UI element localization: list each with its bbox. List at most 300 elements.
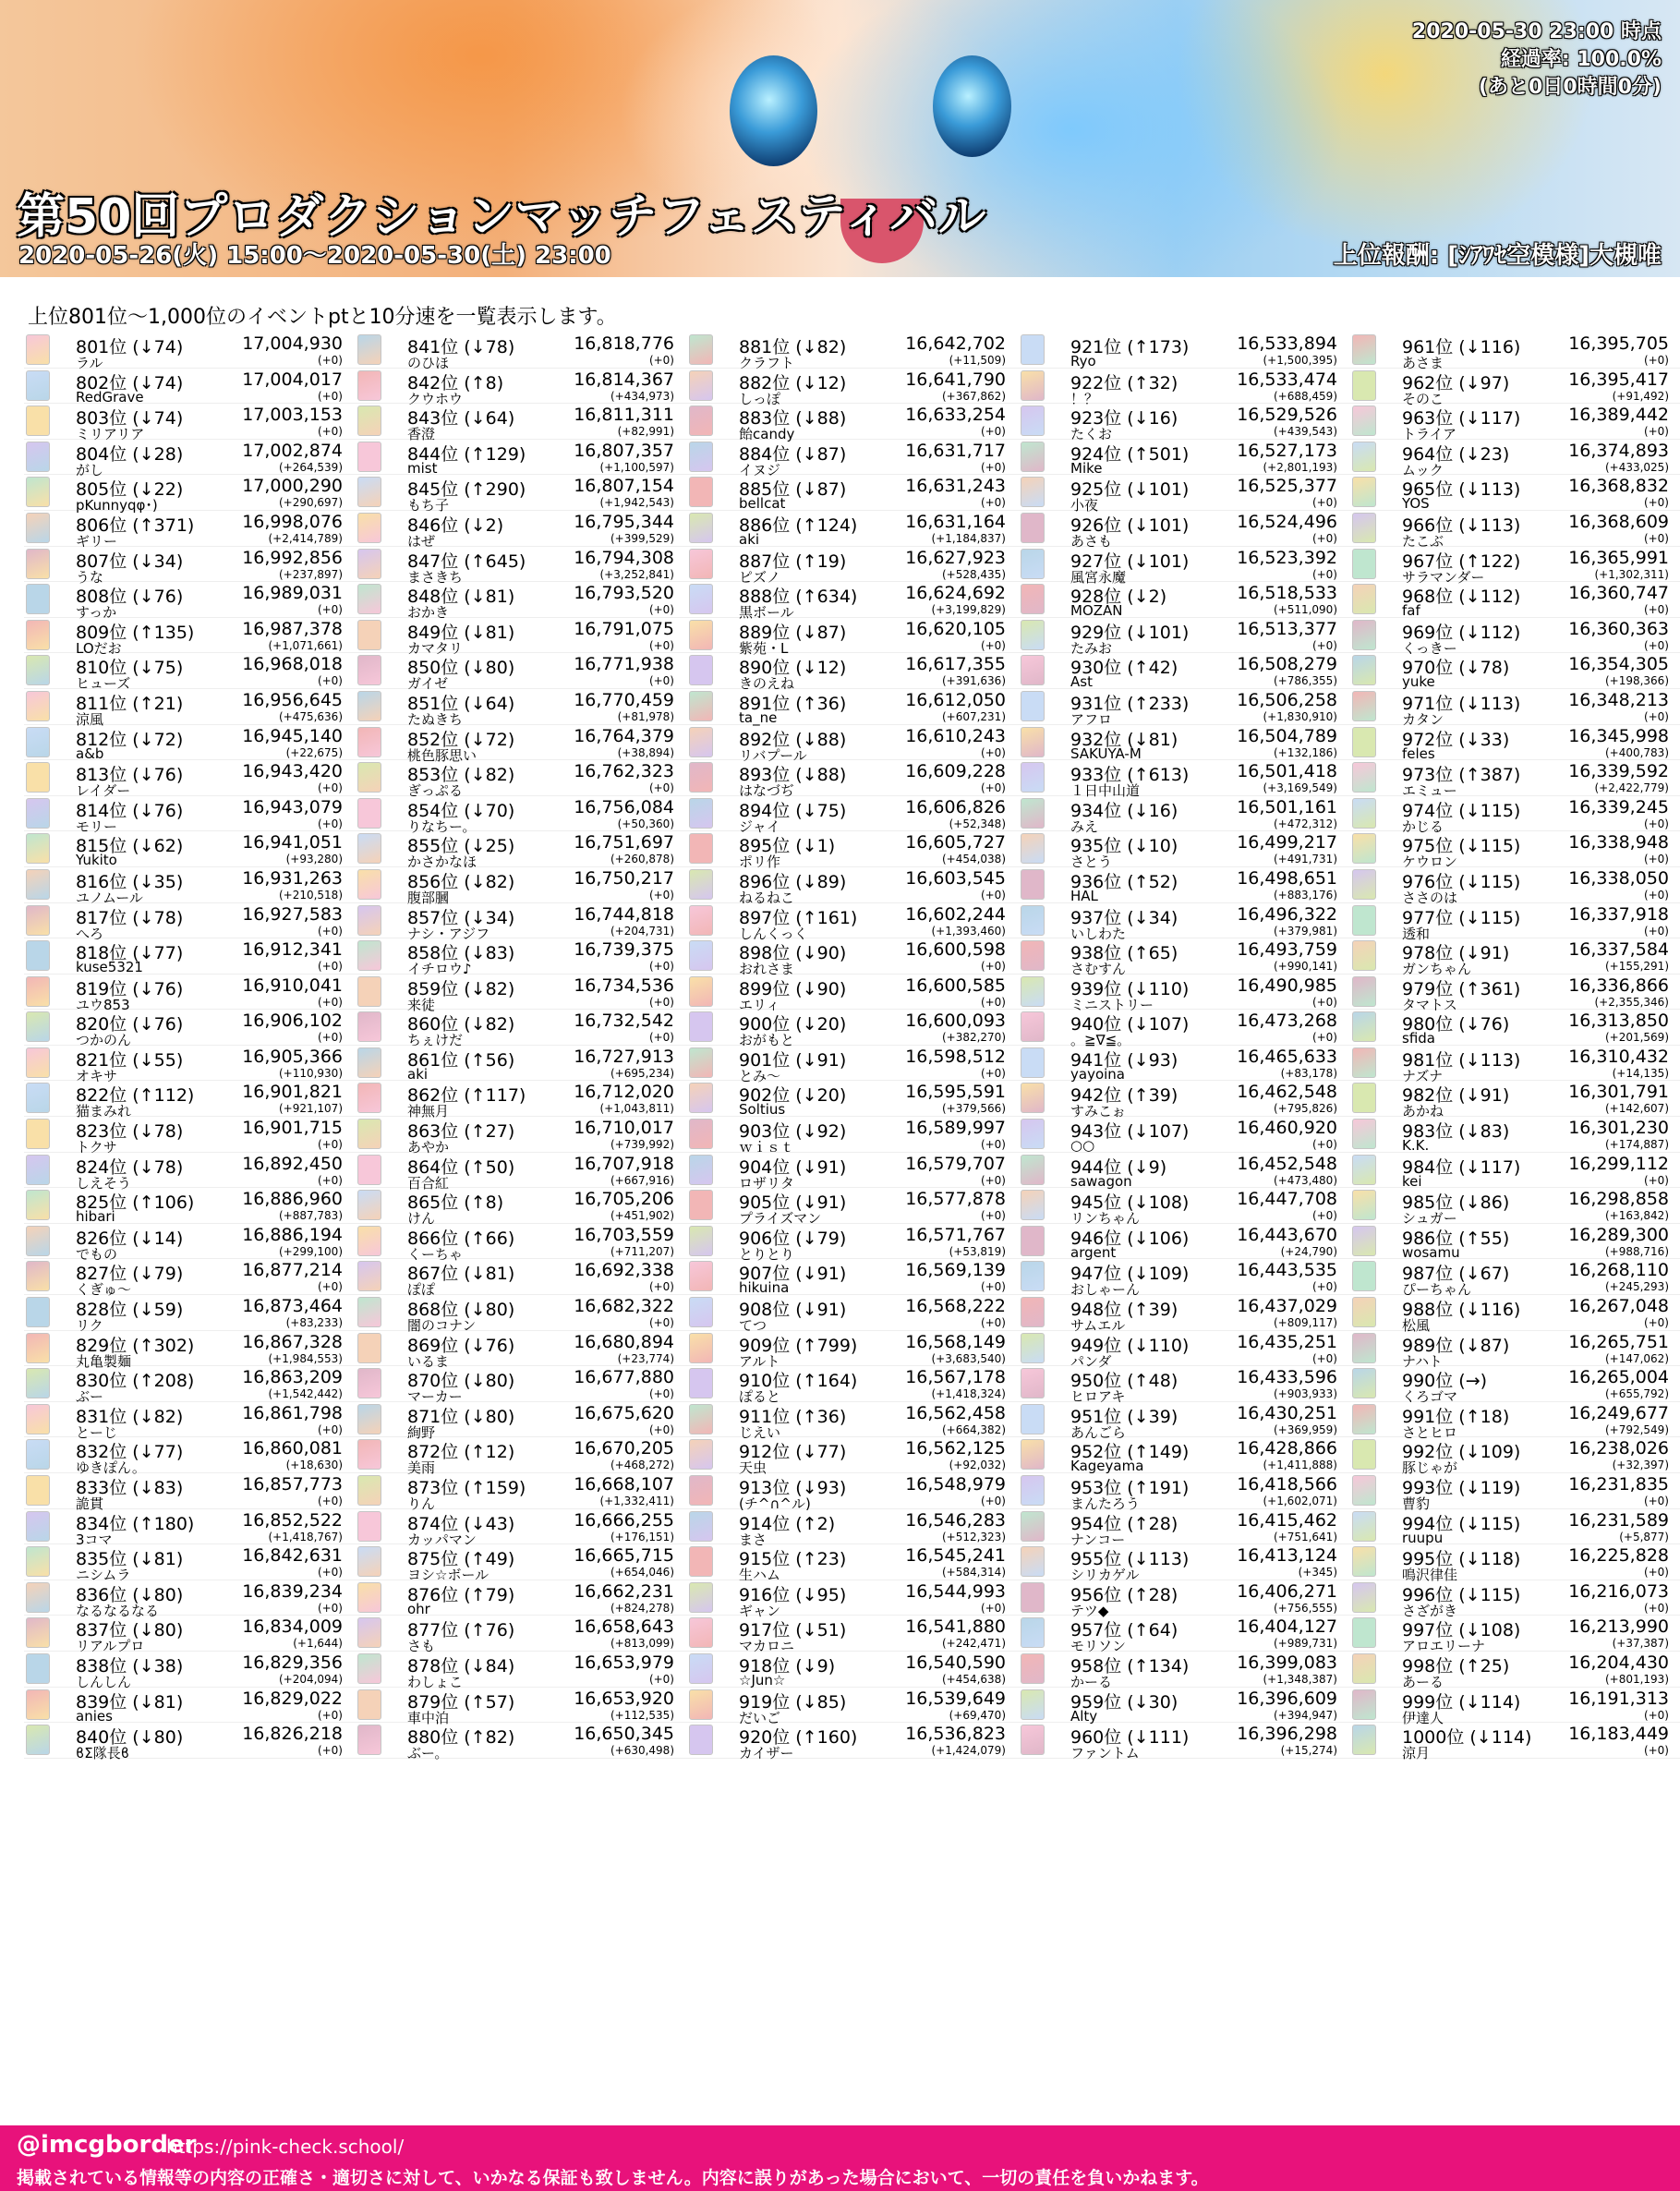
ranking-entry [356, 1259, 687, 1299]
rank-label: 965位 (↓113) [1402, 479, 1521, 501]
ranking-entry [356, 1366, 687, 1406]
ranking-entry [687, 1295, 1019, 1335]
player-name: みえ [1070, 817, 1099, 835]
avatar-icon [689, 1297, 713, 1327]
rank-label: 930位 (↑42) [1070, 658, 1178, 679]
ten-minute-speed: (+451,902) [610, 1209, 674, 1223]
avatar-icon [357, 1047, 381, 1078]
event-points: 16,794,308 [574, 547, 674, 568]
event-points: 16,567,178 [905, 1367, 1006, 1388]
rank-label: 926位 (↓101) [1070, 514, 1190, 536]
avatar-icon [357, 1368, 381, 1398]
rank-label: 817位 (↓78) [76, 907, 184, 928]
ten-minute-speed: (+439,543) [1273, 425, 1337, 439]
event-points: 16,600,598 [905, 939, 1006, 961]
event-points: 16,642,702 [905, 333, 1006, 354]
event-points: 16,231,835 [1568, 1474, 1669, 1495]
ten-minute-speed: (+91,492) [1612, 389, 1669, 403]
event-points: 16,666,255 [574, 1509, 674, 1531]
ranking-entry [687, 1259, 1019, 1295]
ranking-entry [24, 1153, 356, 1192]
rank-label: 847位 (↑645) [407, 551, 526, 572]
ten-minute-speed: (+1,184,837) [931, 531, 1006, 545]
twitter-handle[interactable]: @imcgborder [17, 2131, 197, 2159]
avatar-icon [1021, 1333, 1045, 1363]
event-points: 16,562,125 [905, 1438, 1006, 1459]
rank-label: 879位 (↑57) [407, 1691, 515, 1713]
rank-label: 886位 (↑124) [739, 514, 858, 536]
player-name: ナズナ [1402, 1067, 1444, 1084]
ranking-entry [356, 1437, 687, 1477]
avatar-icon [1352, 477, 1376, 507]
event-points: 16,912,341 [242, 939, 343, 961]
ranking-entry [1019, 903, 1350, 942]
player-name: ゆきぽん。 [76, 1459, 146, 1477]
ten-minute-speed: (+0) [648, 1031, 674, 1045]
player-name: 猫まみれ [76, 1103, 132, 1120]
event-points: 16,680,894 [574, 1331, 674, 1352]
player-name: ナハト [1402, 1352, 1443, 1370]
rank-label: 868位 (↓80) [407, 1300, 515, 1321]
ranking-entry [24, 511, 356, 550]
ten-minute-speed: (+0) [317, 1601, 343, 1615]
event-points: 16,354,305 [1568, 654, 1669, 675]
event-points: 16,829,022 [242, 1688, 343, 1709]
player-name: のひほ [407, 355, 450, 371]
player-name: まさきち [407, 568, 464, 586]
ten-minute-speed: (+0) [980, 1138, 1006, 1152]
player-name: Mike [1070, 459, 1103, 477]
player-name: 黒ボール [739, 604, 794, 622]
avatar-icon [26, 1582, 50, 1613]
player-name: サムエル [1070, 1317, 1126, 1335]
ten-minute-speed: (+163,842) [1604, 1209, 1669, 1223]
ranking-entry [687, 1616, 1019, 1655]
player-name: ぴーちゃん [1402, 1281, 1472, 1299]
player-name: シュガー [1402, 1210, 1457, 1228]
event-points: 16,682,322 [574, 1296, 674, 1317]
event-points: 16,289,300 [1568, 1224, 1669, 1245]
event-points: 16,734,536 [574, 974, 674, 996]
ranking-entry [1350, 1117, 1680, 1153]
ranking-entry [687, 1046, 1019, 1082]
event-points: 16,524,496 [1237, 511, 1337, 532]
ranking-entry [1350, 1188, 1680, 1228]
event-points: 17,004,017 [242, 369, 343, 390]
ranking-entry [687, 1224, 1019, 1263]
player-name: wosamu [1402, 1243, 1460, 1261]
rank-label: 981位 (↓113) [1402, 1049, 1521, 1071]
ten-minute-speed: (+0) [1311, 496, 1337, 510]
avatar-icon [357, 1475, 381, 1506]
ten-minute-speed: (+0) [648, 960, 674, 974]
avatar-icon [689, 762, 713, 793]
avatar-icon [1021, 1511, 1045, 1542]
player-name: エリィ [739, 996, 780, 1013]
rank-label: 978位 (↓91) [1402, 943, 1510, 964]
avatar-icon [1352, 1297, 1376, 1327]
rank-label: 871位 (↓80) [407, 1406, 515, 1427]
player-name: ｗｉｓｔ [739, 1139, 795, 1156]
ten-minute-speed: (+468,272) [610, 1459, 674, 1472]
status-progress: 経過率: 100.0% [1500, 48, 1662, 71]
event-points: 16,360,363 [1568, 618, 1669, 639]
event-points: 16,501,161 [1237, 796, 1337, 817]
ten-minute-speed: (+345) [1298, 1566, 1337, 1580]
player-name: とーじ [76, 1423, 118, 1441]
ten-minute-speed: (+0) [1643, 1708, 1669, 1722]
event-points: 16,437,029 [1237, 1296, 1337, 1317]
rank-label: 880位 (↑82) [407, 1727, 515, 1749]
rank-label: 955位 (↓113) [1070, 1549, 1190, 1570]
avatar-icon [26, 976, 50, 1007]
rank-label: 990位 (→) [1402, 1371, 1488, 1392]
avatar-icon [1352, 334, 1376, 365]
event-points: 16,756,084 [574, 796, 674, 817]
ranking-entry [687, 1437, 1019, 1477]
rank-label: 970位 (↓78) [1402, 658, 1510, 679]
rank-label: 911位 (↑36) [739, 1406, 847, 1427]
ten-minute-speed: (+0) [1311, 638, 1337, 652]
ten-minute-speed: (+0) [317, 1031, 343, 1045]
ten-minute-speed: (+887,783) [278, 1209, 343, 1223]
avatar-icon [1021, 1689, 1045, 1720]
event-points: 16,610,243 [905, 725, 1006, 746]
rank-label: 860位 (↓82) [407, 1014, 515, 1035]
ranking-entry [687, 1402, 1019, 1441]
player-name: ta_ne [739, 708, 778, 726]
event-points: 16,624,692 [905, 583, 1006, 604]
ranking-entry [356, 1295, 687, 1335]
rank-label: 942位 (↑39) [1070, 1085, 1178, 1107]
event-points: 16,541,880 [905, 1616, 1006, 1638]
ranking-entry [356, 1188, 687, 1228]
ranking-entry [1350, 1224, 1680, 1260]
event-points: 16,653,920 [574, 1688, 674, 1709]
ten-minute-speed: (+82,991) [617, 425, 674, 439]
player-name: Soltius [739, 1101, 786, 1119]
avatar-icon [26, 1439, 50, 1470]
event-points: 16,873,464 [242, 1296, 343, 1317]
player-name: りん [407, 1495, 436, 1512]
rank-label: 931位 (↑233) [1070, 693, 1190, 714]
player-name: ジャイ [739, 817, 780, 835]
ranking-entry [1019, 1153, 1350, 1189]
event-points: 16,337,584 [1568, 939, 1669, 961]
ranking-column [1019, 333, 1350, 1762]
ranking-entry [356, 618, 687, 657]
ten-minute-speed: (+0) [980, 496, 1006, 510]
player-name: ruupu [1402, 1529, 1444, 1546]
avatar-icon [357, 1546, 381, 1577]
rank-label: 964位 (↓23) [1402, 443, 1510, 465]
event-points: 16,533,894 [1237, 333, 1337, 354]
ten-minute-speed: (+204,094) [278, 1672, 343, 1686]
event-points: 16,310,432 [1568, 1046, 1669, 1067]
rank-label: 832位 (↓77) [76, 1442, 184, 1463]
player-name: あさま [1402, 355, 1444, 371]
rank-label: 948位 (↑39) [1070, 1300, 1178, 1321]
avatar-icon [689, 370, 713, 401]
event-points: 16,703,559 [574, 1224, 674, 1245]
rank-label: 893位 (↓88) [739, 765, 847, 786]
event-points: 16,863,209 [242, 1367, 343, 1388]
ranking-entry [1350, 1688, 1680, 1724]
ten-minute-speed: (+0) [648, 674, 674, 688]
ranking-entry [687, 1010, 1019, 1049]
rank-label: 900位 (↓20) [739, 1014, 847, 1035]
rank-label: 829位 (↑302) [76, 1335, 195, 1356]
rank-label: 977位 (↓115) [1402, 907, 1521, 928]
rank-label: 943位 (↓107) [1070, 1121, 1190, 1143]
rank-label: 954位 (↑28) [1070, 1513, 1178, 1534]
ranking-entry [1019, 974, 1350, 1011]
ten-minute-speed: (+607,231) [941, 709, 1006, 723]
ranking-entry [356, 974, 687, 1011]
event-points: 16,527,173 [1237, 440, 1337, 461]
player-name: ムック [1402, 461, 1444, 478]
player-name: エミュー [1402, 782, 1457, 800]
ranking-entry [24, 440, 356, 476]
player-name: LOだお [76, 639, 122, 657]
avatar-icon [1352, 1226, 1376, 1256]
event-points: 16,238,026 [1568, 1438, 1669, 1459]
ten-minute-speed: (+0) [1311, 567, 1337, 581]
event-points: 16,807,357 [574, 440, 674, 461]
rank-label: 888位 (↑634) [739, 587, 858, 608]
event-points: 16,617,355 [905, 654, 1006, 675]
avatar-icon [26, 869, 50, 900]
rank-label: 865位 (↑8) [407, 1192, 504, 1214]
ranking-entry [1350, 1652, 1680, 1688]
ten-minute-speed: (+0) [648, 1387, 674, 1401]
rank-label: 824位 (↓78) [76, 1156, 184, 1178]
event-points: 16,336,866 [1568, 974, 1669, 996]
ten-minute-speed: (+813,099) [610, 1637, 674, 1651]
player-name: 香澄 [407, 426, 436, 443]
avatar-icon [689, 727, 713, 757]
rank-label: 934位 (↓16) [1070, 800, 1178, 821]
avatar-icon [689, 1368, 713, 1398]
avatar-icon [26, 655, 50, 685]
event-reward: 上位報酬: [ｼｱﾜｾ空模様]大槻唯 [1333, 242, 1662, 270]
avatar-icon [1352, 513, 1376, 543]
player-name: しっぽ [739, 390, 781, 407]
player-name: anies [76, 1707, 113, 1725]
rank-label: 909位 (↑799) [739, 1335, 858, 1356]
ten-minute-speed: (+1,424,079) [931, 1744, 1006, 1758]
avatar-icon [689, 334, 713, 365]
player-name: hibari [76, 1208, 115, 1226]
player-name: イヌジ [739, 461, 781, 478]
event-points: 17,004,930 [242, 333, 343, 354]
avatar-icon [1352, 406, 1376, 436]
event-points: 16,518,533 [1237, 583, 1337, 604]
event-points: 16,989,031 [242, 583, 343, 604]
avatar-icon [689, 691, 713, 721]
avatar-icon [357, 477, 381, 507]
ten-minute-speed: (+32,397) [1612, 1459, 1669, 1472]
player-name: トクサ [76, 1139, 117, 1156]
rank-label: 887位 (↑19) [739, 551, 847, 572]
avatar-icon [1352, 1511, 1376, 1542]
ten-minute-speed: (+0) [980, 960, 1006, 974]
player-name: ぶー [76, 1388, 104, 1406]
ten-minute-speed: (+174,887) [1604, 1138, 1669, 1152]
banner-art [933, 55, 1011, 157]
rank-label: 826位 (↓14) [76, 1228, 184, 1249]
ten-minute-speed: (+0) [317, 817, 343, 830]
ranking-entry [356, 1616, 687, 1655]
avatar-icon [1021, 905, 1045, 936]
event-points: 16,183,449 [1568, 1724, 1669, 1745]
ten-minute-speed: (+0) [317, 960, 343, 974]
rank-label: 812位 (↓72) [76, 729, 184, 750]
site-link[interactable]: https://pink-check.school/ [166, 2136, 405, 2158]
ten-minute-speed: (+93,280) [285, 853, 343, 866]
rank-label: 958位 (↑134) [1070, 1655, 1190, 1677]
rank-label: 805位 (↓22) [76, 479, 184, 501]
player-name: kei [1402, 1172, 1422, 1190]
player-name: リアルプロ [76, 1638, 145, 1655]
event-points: 16,705,206 [574, 1189, 674, 1210]
avatar-icon [1021, 976, 1045, 1007]
ten-minute-speed: (+792,549) [1604, 1422, 1669, 1436]
rank-label: 938位 (↑65) [1070, 943, 1178, 964]
ten-minute-speed: (+0) [980, 1495, 1006, 1507]
ranking-entry [356, 511, 687, 550]
rank-label: 842位 (↑8) [407, 372, 504, 393]
avatar-icon [1021, 1725, 1045, 1755]
player-name: さとう [1070, 853, 1113, 871]
event-points: 16,345,998 [1568, 725, 1669, 746]
ranking-entry [24, 1046, 356, 1082]
event-points: 16,452,548 [1237, 1153, 1337, 1174]
event-points: 16,365,991 [1568, 547, 1669, 568]
event-points: 16,267,048 [1568, 1296, 1669, 1317]
avatar-icon [1352, 1261, 1376, 1291]
ranking-entry [1350, 333, 1680, 369]
rank-label: 985位 (↓86) [1402, 1192, 1510, 1214]
player-name: マーカー [407, 1388, 463, 1406]
ten-minute-speed: (+237,897) [278, 567, 343, 581]
avatar-icon [1021, 1261, 1045, 1291]
ranking-entry [687, 618, 1019, 657]
rank-label: 820位 (↓76) [76, 1014, 184, 1035]
player-name: くろゴマ [1402, 1388, 1458, 1406]
ten-minute-speed: (+22,675) [285, 745, 343, 759]
ten-minute-speed: (+3,199,829) [931, 603, 1006, 617]
ranking-entry [687, 796, 1019, 835]
ten-minute-speed: (+0) [648, 888, 674, 902]
event-points: 16,396,609 [1237, 1688, 1337, 1709]
ranking-entry [1350, 1544, 1680, 1584]
rank-label: 811位 (↑21) [76, 693, 184, 714]
ten-minute-speed: (+0) [317, 1566, 343, 1580]
ranking-entry [24, 1688, 356, 1724]
rank-label: 849位 (↓81) [407, 622, 515, 643]
ten-minute-speed: (+3,169,549) [1263, 781, 1337, 795]
player-name: ガイゼ [407, 675, 449, 693]
avatar-icon [357, 1582, 381, 1613]
rank-label: 897位 (↑161) [739, 907, 858, 928]
event-points: 16,577,878 [905, 1189, 1006, 1210]
ten-minute-speed: (+0) [648, 354, 674, 367]
ranking-entry [1019, 1081, 1350, 1120]
ten-minute-speed: (+801,193) [1604, 1672, 1669, 1686]
player-name: 美雨 [407, 1459, 436, 1477]
avatar-icon [1352, 370, 1376, 401]
player-name: おしゃーん [1070, 1281, 1141, 1299]
ten-minute-speed: (+1,942,543) [599, 496, 674, 510]
avatar-icon [689, 513, 713, 543]
avatar-icon [357, 1190, 381, 1220]
ranking-entry [1019, 1117, 1350, 1153]
ranking-entry [1019, 475, 1350, 514]
event-points: 16,337,918 [1568, 903, 1669, 925]
player-name: あーる [1402, 1673, 1444, 1690]
ranking-entry [356, 1153, 687, 1192]
ten-minute-speed: (+38,894) [617, 745, 674, 759]
player-name: 百合紅 [407, 1174, 450, 1192]
rank-label: 917位 (↓51) [739, 1620, 847, 1641]
event-points: 16,906,102 [242, 1011, 343, 1032]
ranking-entry [1019, 1509, 1350, 1548]
player-name: あさも [1070, 532, 1113, 550]
avatar-icon [26, 905, 50, 936]
player-name: a&b [76, 744, 104, 762]
ten-minute-speed: (+1,984,553) [268, 1351, 343, 1365]
rank-label: 876位 (↑79) [407, 1584, 515, 1605]
rank-label: 873位 (↑159) [407, 1478, 526, 1498]
avatar-icon [1021, 1011, 1045, 1042]
player-name: なるなるなる [76, 1602, 160, 1619]
ranking-entry [687, 404, 1019, 443]
player-name: yayoina [1070, 1065, 1125, 1083]
player-name: でもの [76, 1245, 118, 1263]
player-name: 紫苑・L [739, 639, 789, 657]
player-name: いしわた [1070, 925, 1127, 942]
rank-label: 903位 (↓92) [739, 1121, 847, 1143]
rank-label: 961位 (↓116) [1402, 337, 1521, 357]
player-name: ナシ・アジフ [407, 925, 490, 942]
event-points: 16,430,251 [1237, 1402, 1337, 1423]
player-name: おかき [407, 604, 450, 622]
player-name: かさかなほ [407, 853, 477, 871]
ten-minute-speed: (+3,683,540) [931, 1351, 1006, 1365]
ranking-entry [1019, 1046, 1350, 1082]
ten-minute-speed: (+795,826) [1273, 1102, 1337, 1116]
player-name: 小夜 [1070, 497, 1099, 514]
ten-minute-speed: (+290,697) [278, 496, 343, 510]
ranking-entry [24, 796, 356, 835]
rank-label: 975位 (↓115) [1402, 836, 1521, 857]
avatar-icon [1352, 976, 1376, 1007]
ranking-entry [24, 475, 356, 514]
rank-label: 839位 (↓81) [76, 1691, 184, 1713]
player-name: ニシムラ [76, 1567, 131, 1584]
event-points: 16,631,164 [905, 511, 1006, 532]
rank-label: 945位 (↓108) [1070, 1192, 1190, 1214]
ten-minute-speed: (+664,382) [941, 1422, 1006, 1436]
avatar-icon [689, 833, 713, 864]
player-name: K.K. [1402, 1137, 1430, 1155]
event-points: 16,861,798 [242, 1402, 343, 1423]
player-name: きのえね [739, 675, 795, 693]
avatar-icon [26, 584, 50, 614]
avatar-icon [1021, 549, 1045, 579]
ranking-entry [1350, 369, 1680, 405]
